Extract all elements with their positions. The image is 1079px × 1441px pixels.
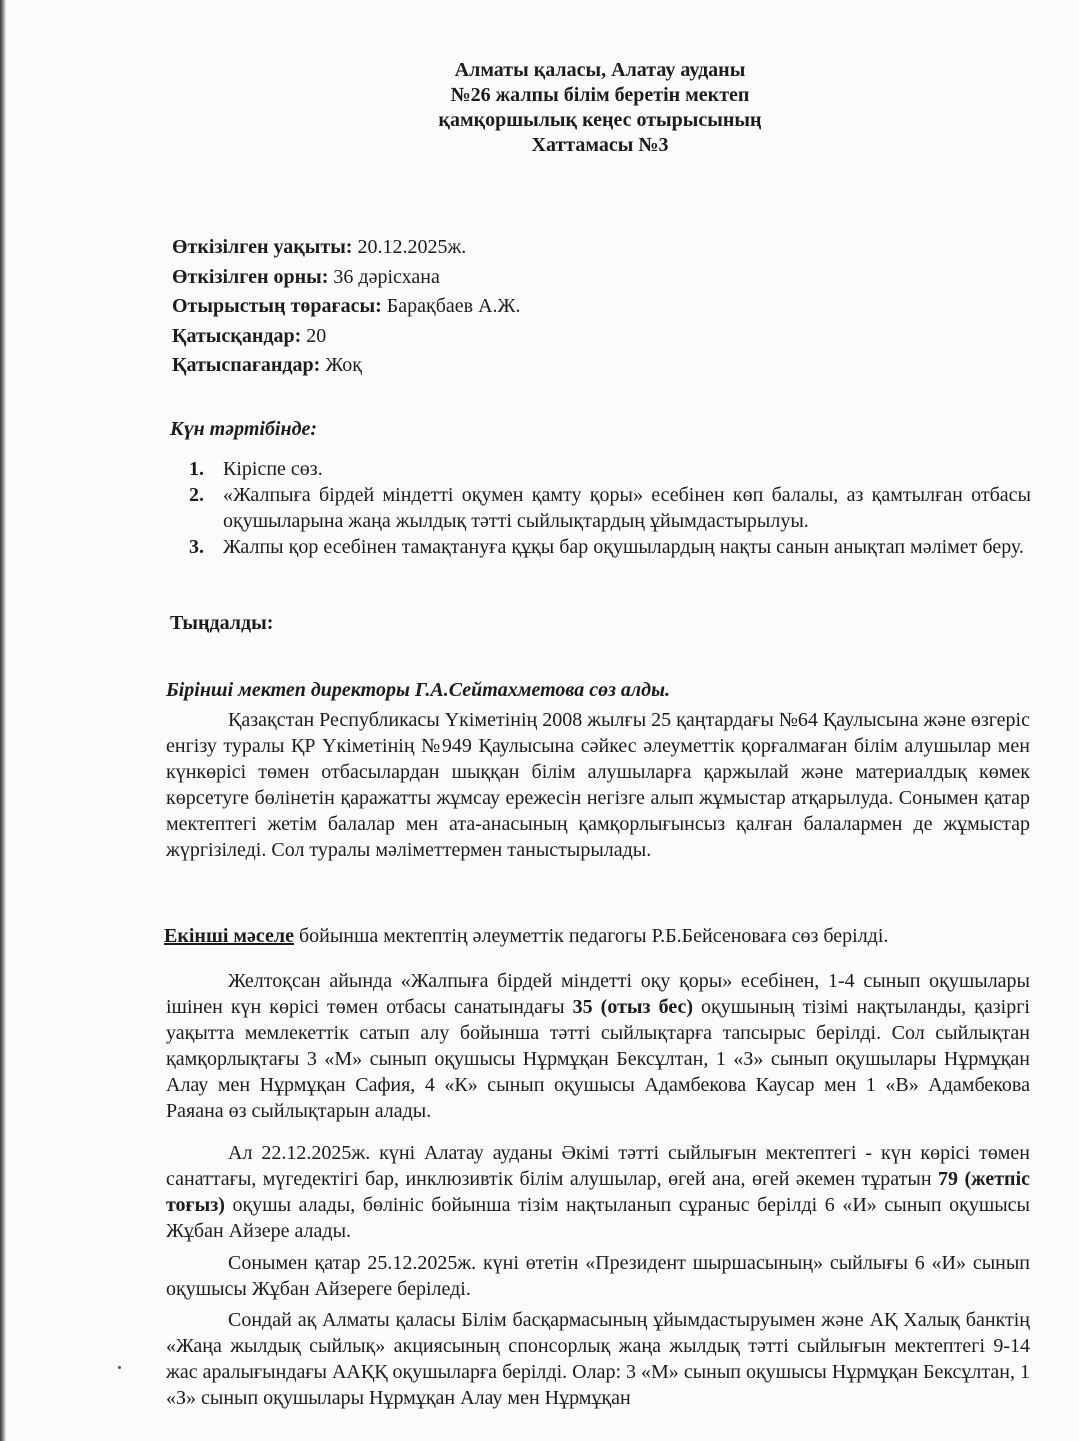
second-issue-heading: Екінші мәселе бойынша мектептің әлеуметтік педагогы Р.Б.Бейсеноваға сөз берілді. bbox=[164, 925, 889, 947]
agenda-item: 1. Кіріспе сөз. bbox=[189, 458, 323, 480]
heard-heading: Тыңдалды: bbox=[170, 612, 274, 634]
paragraph-2: Желтоқсан айында «Жалпыға бірдей міндетті оқу қоры» есебінен, 1-4 сынып оқушылары ішінен күн көрісі төмен отбасы санатындағы 35 (отыз бес) оқушының тізімі нақтыланды, қазіргі уақытта мемлекеттік сатып алу бойынша тәтті сыйлықтарға тапсырыс берілді. Сол сыйлықтан қамқорлықтағы 3 «М» сынып оқушысы Нұрмұқан Бексұлтан, 1 «З» сынып оқушылары Нұрмұқан Алау мен Нұрмұқан Сафия, 4 «К» сынып оқушысы Адамбекова Каусар мен 1 «В» Адамбекова Раяана өз сыйлықтарын алады. bbox=[166, 970, 1030, 1122]
header-line-2: №26 жалпы білім беретін мектеп bbox=[450, 84, 750, 106]
paragraph-3: Ал 22.12.2025ж. күні Алатау ауданы Әкімі тәтті сыйлығын мектептегі - күн көрісі төмен санаттағы, мүгедектігі бар, инклюзивтік білім алушылар, өгей ана, өгей әкемен тұратын 79 (жетпіс тоғыз) оқушы алады, бөлініс бойынша тізім нақтыланып сұраныс берілді 6 «И» сынып оқушысы Жұбан Айзере алады. bbox=[166, 1142, 1031, 1242]
paragraph-5: Сондай ақ Алматы қаласы Білім басқармасының ұйымдастыруымен және АҚ Халық банктің «Жаңа жылдық сыйлық» акциясының спонсорлық жаңа жылдық тәтті сыйлығын мектептегі 9-14 жас аралығындағы ААҚҚ оқушыларға берілді. Олар: 3 «М» сынып оқушысы Нұрмұқан Бексұлтан, 1 «З» сынып оқушылары Нұрмұқан Алау мен Нұрмұқан bbox=[166, 1309, 1030, 1409]
meeting-present: Қатысқандар: 20 bbox=[172, 324, 327, 347]
meeting-details bbox=[172, 233, 520, 381]
agenda-title: Күн тәртібінде: bbox=[170, 418, 318, 440]
header-line-1: Алматы қаласы, Алатау ауданы bbox=[454, 59, 746, 81]
header-line-3: қамқоршылық кеңес отырысының bbox=[438, 109, 762, 131]
header-line-4: Хаттамасы №3 bbox=[531, 134, 669, 156]
meeting-time: Өткізілген уақыты: 20.12.2025ж. bbox=[172, 236, 467, 258]
document-header bbox=[0, 58, 1079, 158]
paragraph-4: Сонымен қатар 25.12.2025ж. күні өтетін «Президент шыршасының» сыйлығы 6 «И» сынып оқушысы Жұбан Айзереге беріледі. bbox=[166, 1252, 1030, 1300]
scan-speck bbox=[118, 1366, 121, 1369]
agenda-item: 2. «Жалпыға бірдей міндетті оқумен қамту қоры» есебінен көп балалы, аз қамтылған отбасы оқушыларына жаңа жылдық тәтті сыйлықтардың ұйымдастырылуы. bbox=[189, 484, 1031, 532]
meeting-chair: Отырыстың төрағасы: Барақбаев А.Ж. bbox=[172, 295, 521, 317]
meeting-place: Өткізілген орны: 36 дәрісхана bbox=[172, 265, 440, 288]
paragraph-1: Қазақстан Республикасы Үкіметінің 2008 жылғы 25 қаңтардағы №64 Қаулысына және өзгеріс енгізу туралы ҚР Үкіметінің №949 Қаулысына сәйкес әлеуметтік қорғалмаған білім алушылар мен күнкөрісі төмен отбасылардан шыққан білім алушыларға қаржылай және материалдық көмек көрсетуге бөлінетін қаражатты жұмсау ережесін негізге алып жұмыстар атқарылуда. Сонымен қатар мектептегі жетім балалар мен ата-анасының қамқорлығынсыз қалған балалармен де жұмыстар жүргізіледі. Сол туралы мәліметтермен таныстырылады. bbox=[166, 709, 1030, 861]
agenda-item: 3. Жалпы қор есебінен тамақтануға құқы бар оқушылардың нақты санын анықтап мәлімет беру. bbox=[189, 536, 1024, 558]
agenda-list bbox=[189, 456, 1031, 560]
first-speaker-heading: Бірінші мектеп директоры Г.А.Сейтахметова сөз алды. bbox=[166, 679, 670, 701]
meeting-absent: Қатыспағандар: Жоқ bbox=[172, 354, 362, 376]
